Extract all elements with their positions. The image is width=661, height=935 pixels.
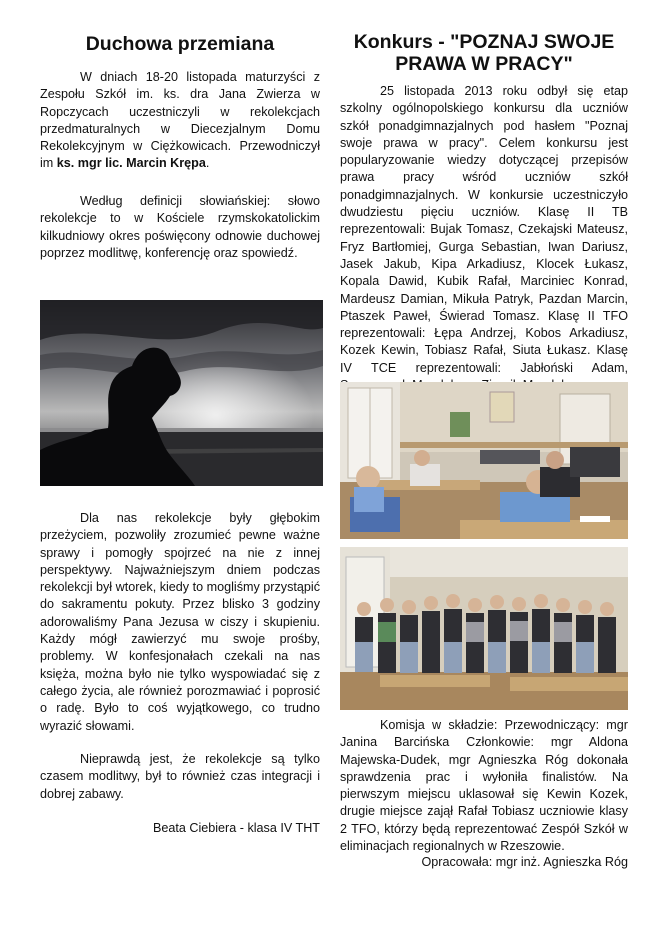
students-group-photo (340, 547, 628, 710)
praying-silhouette-photo (40, 300, 323, 486)
right-paragraph-1: 25 listopada 2013 roku odbył się etap szkolny ogólnopolskiego konkursu dla uczniów szkół ponadgimnazjalnych pod hasłem "Poznaj swoje prawa w pracy". Celem konkursu jest popularyzowanie wiedzy dotyczącej przepisów prawa pracy wśród uczniów szkół ponadgimnazjalnych. W konkursie uczestniczyło dwudziestu pięciu uczniów. Klasę II TB reprezentowali: Bujak Tomasz, Czekajski Mateusz, Fryz Bartłomiej, Gurga Sebastian, Iwan Dariusz, Jasek Jakub, Kipa Arkadiusz, Klocek Łukasz, Kopala Dawid, Kubik Rafał, Marciniec Konrad, Mardeusz Damian, Mikuła Patryk, Pazdan Marcin, Ptaszek Paweł, Świerad Tomasz. Klasę II TFO reprezentowali: Łępa Andrzej, Kobos Arkadiusz, Kozek Kewin, Tobiasz Rafał, Siuta Łukasz. Klasę IV TCE reprezentowali: Jabłoński Adam, (340, 84, 628, 375)
right-article-title: Konkurs - "POZNAJ SWOJE PRAWA W PRACY" (353, 31, 615, 75)
left-paragraph-2: Według definicji słowiańskiej: słowo rekolekcje to w Kościele rzymskokatolickim kilkudniowy okres poświęcony odnowie duchowej poprzez modlitwę, konferencję oraz spowiedź. (40, 194, 320, 260)
retreat-leader-name: ks. mgr lic. Marcin Krępa (56, 156, 206, 171)
right-signature: Opracowała: mgr inż. Agnieszka Róg (421, 855, 628, 869)
left-article-title: Duchowa przemiana (85, 33, 275, 55)
left-paragraph-4: Nieprawdą jest, że rekolekcje są tylko czasem modlitwy, był to również czas integracji i dobrej zabawy. (40, 752, 320, 801)
left-paragraph-3: Dla nas rekolekcje były głębokim przeżyciem, pozwoliły zrozumieć pewne ważne sprawy i pomogły spojrzeć na nie z innej perspektywy. Najważniejszym dniem podczas rekolekcji był wtorek, kiedy to mogliśmy przystąpić do sakramentu pokuty. Przez blisko 3 godziny adorowaliśmy Pana Jezusa w ciszy i skupieniu. Każdy mógł zawierzyć mu swoje prośby, problemy. W konfesjonałach czekali na nas księża, można było nie tylko wyspowiadać się z całego życia, ale również porozmawiać i poprosić o radę. Było to coś wyjątkowego, co trudno wyrazić słowami. (40, 511, 320, 733)
left-paragraph-1 (40, 69, 320, 173)
left-paragraph-1-text: W dniach 18-20 listopada maturzyści z Zespołu Szkół im. ks. dra Jana Zwierza w Ropczycach uczestniczyli w rekolekcjach przedmaturalnych w Diecezjalnym Domu Rekolekcyjnym w Ciężkowicach. Przewodniczył im (40, 70, 320, 171)
left-signature: Beata Ciebiera - klasa IV THT (152, 821, 320, 835)
right-paragraph-2: Komisja w składzie: Przewodniczący: mgr Janina Barcińska Członkowie: mgr Aldona Majewska-Dudek, mgr Agnieszka Róg dokonała sprawdzenia prac i wyłoniła finalistów. Na pierwszym miejscu uklasował się Kewin Kozek, drugie miejsce zajął Rafał Tobiasz uczniowie klasy 2 TFO, którzy będą reprezentować Zespół Szkół w eliminacjach regionalnych w Rzeszowie. (340, 718, 628, 854)
left-paragraph-1-end: . (205, 156, 210, 171)
classroom-contest-photo (340, 382, 628, 539)
